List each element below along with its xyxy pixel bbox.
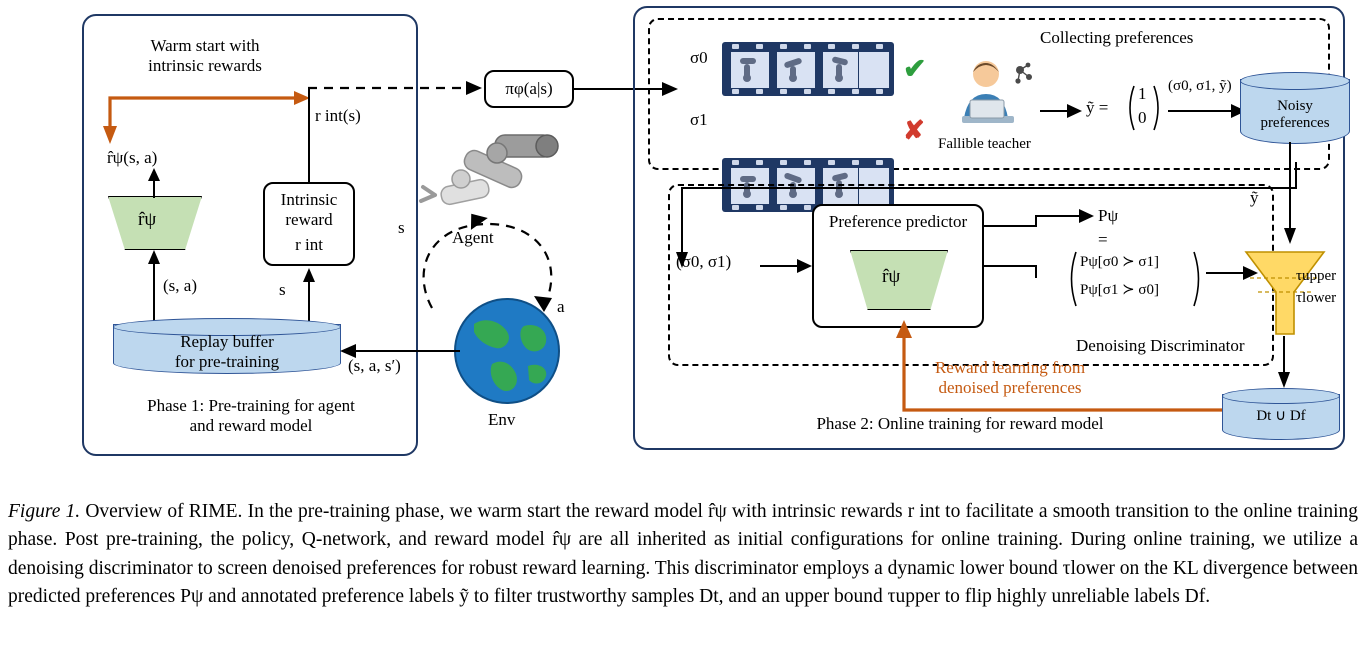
- sigma0-label: σ0: [690, 48, 708, 67]
- loop-s-label: s: [398, 218, 405, 237]
- noisy-to-funnel-arrow: [1278, 142, 1304, 250]
- phase1-title: [96, 396, 406, 435]
- warm-start-line2: intrinsic rewards: [148, 55, 262, 75]
- sigma1-label: σ1: [690, 110, 708, 129]
- fallible-teacher-label: Fallible teacher: [938, 136, 1031, 152]
- reward-model-up-arrow: [146, 168, 166, 198]
- reward-learning-line2: denoised preferences: [938, 377, 1082, 397]
- p-psi-equals: =: [1098, 230, 1108, 249]
- edge-s-label: s: [279, 280, 286, 299]
- noisy-preferences-store: [1240, 72, 1350, 144]
- label-vector-bottom: 0: [1138, 108, 1147, 127]
- figure-caption-text: Overview of RIME. In the pre-training phase, we warm start the reward model r̂ψ with intrinsic rewards r int to facilitate a smooth transition to the online training phase. Post pre-training, the policy, Q-network, and reward model r̂ψ are all inherited as initial configurations for online training. During online training, we utilize a denoising discriminator to screen denoised preferences for robust reward learning. This discriminator employs a dynamic lower bound τlower on the KL divergence between predicted preferences Pψ and annotated preference labels ỹ to filter trustworthy samples Dt, and an upper bound τupper to flip highly unreliable labels Df.: [8, 501, 1359, 607]
- env-globe-icon: [452, 296, 562, 406]
- intrinsic-up-line: [300, 88, 320, 184]
- y-tilde-label: ỹ: [1250, 188, 1259, 207]
- label-vector-top: 1: [1138, 84, 1147, 103]
- label-equation: ỹ =: [1086, 98, 1109, 117]
- fallible-teacher-icon: [944, 56, 1040, 136]
- reward-learning-label: [900, 358, 1120, 397]
- p-row2: Pψ[σ1 ≻ σ0]: [1080, 282, 1159, 298]
- intrinsic-line1: Intrinsic: [280, 190, 338, 209]
- cross-icon: ✘: [903, 116, 925, 145]
- trajectory-filmstrip-0: [722, 42, 894, 96]
- env-label: Env: [488, 410, 516, 429]
- intrinsic-r-label: r int(s): [315, 106, 361, 125]
- preference-predictor-title: Preference predictor: [828, 212, 968, 231]
- denoising-discriminator-title: Denoising Discriminator: [1076, 336, 1245, 355]
- loop-a-label: a: [557, 297, 565, 316]
- figure-caption: [8, 498, 1358, 611]
- policy-label: πφ(a|s): [505, 79, 553, 98]
- noisy-line2: preferences: [1260, 115, 1330, 131]
- replay-buffer-line1: Replay buffer: [180, 332, 274, 351]
- edge-sa-label: (s, a): [163, 276, 197, 295]
- pair-to-predictor-arrow: [760, 255, 816, 277]
- figure-label: Figure 1.: [8, 501, 81, 522]
- intrinsic-reward-text: [263, 190, 355, 255]
- replay-buffer-line2: for pre-training: [174, 351, 280, 371]
- funnel-to-dataset-arrow: [1272, 336, 1298, 392]
- warm-start-line1: Warm start with: [150, 36, 260, 55]
- warm-start-arrow: [95, 78, 335, 198]
- warm-start-label: [110, 36, 300, 75]
- policy-dashed-arrow: [308, 78, 488, 102]
- dataset-label: Dt ∪ Df: [1256, 408, 1306, 424]
- collecting-preferences-title: Collecting preferences: [1040, 28, 1194, 47]
- replay-buffer: [113, 318, 341, 374]
- reward-learning-line1: Reward learning from: [934, 358, 1086, 377]
- noisy-line1: Noisy: [1277, 98, 1313, 114]
- p-row1: Pψ[σ0 ≻ σ1]: [1080, 254, 1159, 270]
- check-icon: ✔: [903, 54, 927, 85]
- tau-lower-label: τlower: [1296, 290, 1337, 306]
- transition-label: (s, a, s′): [348, 356, 401, 375]
- reward-model-output-label: r̂ψ(s, a): [107, 148, 158, 167]
- intrinsic-line2: reward: [285, 209, 333, 229]
- triple-to-noisy-arrow: [1168, 100, 1250, 122]
- p-psi-label: Pψ: [1098, 206, 1119, 225]
- predictor-model-symbol: r̂ψ: [882, 266, 901, 287]
- agent-label: Agent: [452, 228, 494, 247]
- tau-upper-label: τupper: [1296, 268, 1337, 284]
- intrinsic-symbol: r int: [295, 235, 323, 255]
- reward-model-symbol: r̂ψ: [138, 209, 157, 230]
- dataset-store: [1222, 388, 1340, 440]
- phase2-title: Phase 2: Online training for reward model: [816, 414, 1104, 433]
- phase1-title-line2: and reward model: [189, 415, 313, 435]
- pair-input-label: (σ0, σ1): [676, 252, 732, 271]
- preference-triple-label: (σ0, σ1, ỹ): [1168, 78, 1232, 94]
- phase1-title-line1: Phase 1: Pre-training for agent: [147, 396, 355, 415]
- teacher-to-label-arrow: [1040, 100, 1084, 122]
